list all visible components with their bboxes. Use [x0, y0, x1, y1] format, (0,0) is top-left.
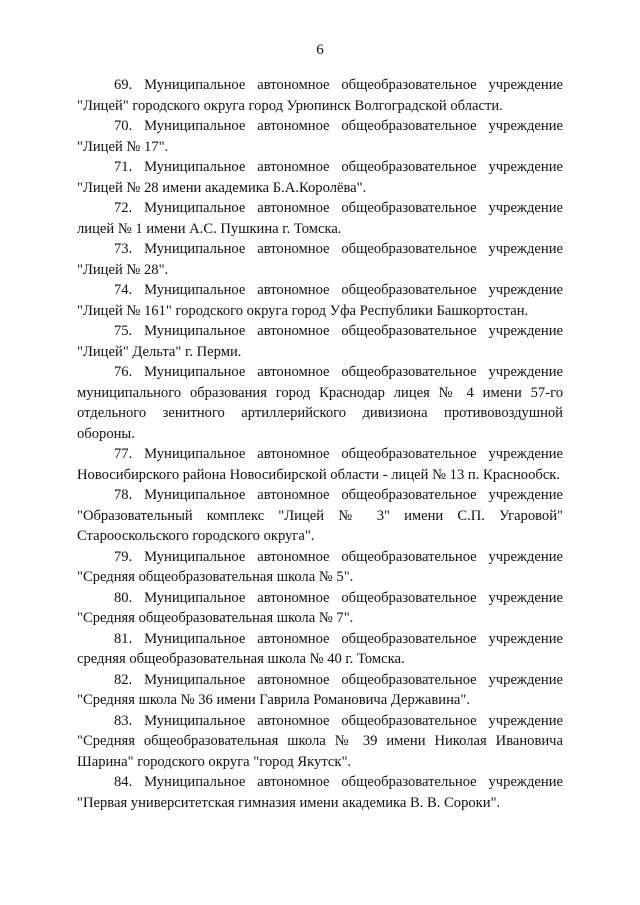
- entry-first-line: 72. Муниципальное автономное общеобразовательное учреждение: [114, 200, 563, 216]
- list-item: [77, 485, 563, 547]
- entry-continuation: "Лицей № 28 имени академика Б.А.Королёва".: [77, 179, 367, 196]
- list-item: [77, 772, 563, 813]
- entry-first-line: 78. Муниципальное автономное общеобразовательное учреждение: [114, 487, 563, 503]
- entry-first-line: 81. Муниципальное автономное общеобразовательное учреждение: [114, 630, 563, 647]
- page-number: 6: [316, 42, 324, 58]
- entry-first-line: 74. Муниципальное автономное общеобразовательное учреждение: [114, 282, 563, 298]
- entry-continuation: "Лицей № 28".: [77, 261, 169, 278]
- entry-continuation: "Средняя школа № 36 имени Гаврила Романовича Державина".: [77, 692, 470, 708]
- entry-continuation: лицей № 1 имени А.С. Пушкина г. Томска.: [77, 220, 342, 237]
- list-item: [77, 198, 563, 239]
- entry-continuation: "Образовательный комплекс "Лицей № 3" имени С.П. Угаровой" Старооскольского городского округа".: [77, 507, 563, 544]
- entry-first-line: 83. Муниципальное автономное общеобразовательное учреждение: [114, 712, 563, 729]
- entry-first-line: 84. Муниципальное автономное общеобразовательное учреждение: [114, 774, 563, 790]
- entry-continuation: "Первая университетская гимназия имени академика В. В. Сороки".: [77, 794, 501, 811]
- list-item: [77, 116, 563, 157]
- entry-first-line: 80. Муниципальное автономное общеобразовательное учреждение: [114, 589, 563, 606]
- entry-continuation: "Лицей" городского округа город Урюпинск Волгоградской области.: [77, 97, 503, 114]
- entry-first-line: 69. Муниципальное автономное общеобразовательное учреждение: [114, 77, 563, 93]
- list-item: [77, 629, 563, 670]
- list-item: [77, 547, 563, 588]
- entry-first-line: 70. Муниципальное автономное общеобразовательное учреждение: [114, 118, 563, 134]
- entry-list: [77, 75, 563, 813]
- list-item: [77, 670, 563, 711]
- list-item: [77, 239, 563, 280]
- list-item: [77, 75, 563, 116]
- entry-first-line: 75. Муниципальное автономное общеобразовательное учреждение: [114, 323, 563, 339]
- list-item: [77, 157, 563, 198]
- list-item: [77, 280, 563, 321]
- entry-continuation: "Лицей" Дельта" г. Перми.: [77, 343, 242, 360]
- entry-continuation: "Лицей № 161" городского округа город Уфа Республики Башкортостан.: [77, 302, 529, 319]
- list-item: [77, 321, 563, 362]
- entry-first-line: 76. Муниципальное автономное общеобразовательное учреждение: [114, 364, 563, 380]
- entry-continuation: Новосибирского района Новосибирской области - лицей № 13 п. Краснообск.: [77, 466, 561, 483]
- entry-continuation: муниципального образования город Краснодар лицея № 4 имени 57-го отдельного зенитного артиллерийского дивизиона противовоздушной обороны.: [77, 384, 563, 442]
- entry-first-line: 77. Муниципальное автономное общеобразовательное учреждение: [114, 446, 563, 462]
- entry-first-line: 73. Муниципальное автономное общеобразовательное учреждение: [114, 241, 563, 257]
- entry-first-line: 79. Муниципальное автономное общеобразовательное учреждение: [114, 548, 563, 565]
- list-item: [77, 711, 563, 773]
- entry-continuation: "Средняя общеобразовательная школа № 39 имени Николая Ивановича Шарина" городского округа "город Якутск".: [77, 733, 563, 770]
- entry-first-line: 71. Муниципальное автономное общеобразовательное учреждение: [114, 159, 563, 175]
- list-item: [77, 362, 563, 444]
- list-item: [77, 588, 563, 629]
- entry-continuation: "Средняя общеобразовательная школа № 7".: [77, 610, 354, 626]
- entry-continuation: средняя общеобразовательная школа № 40 г. Томска.: [77, 651, 405, 667]
- entry-continuation: "Средняя общеобразовательная школа № 5".: [77, 569, 354, 585]
- entry-first-line: 82. Муниципальное автономное общеобразовательное учреждение: [114, 671, 563, 688]
- list-item: [77, 444, 563, 485]
- entry-continuation: "Лицей № 17".: [77, 138, 169, 155]
